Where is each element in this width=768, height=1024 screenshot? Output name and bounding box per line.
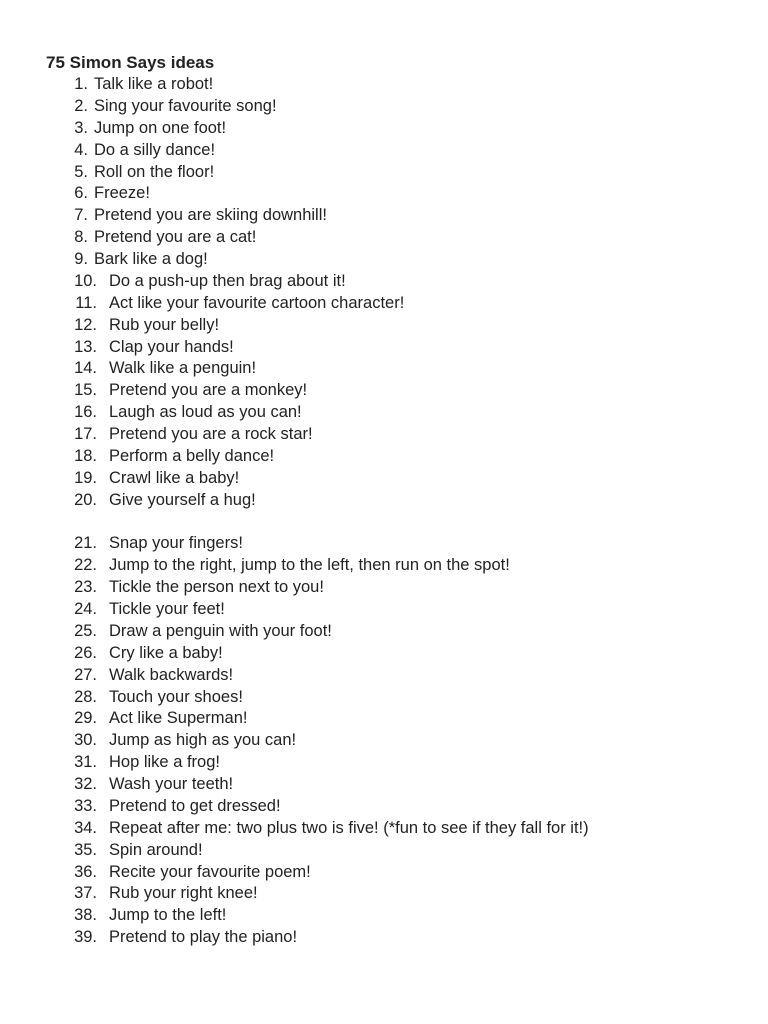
item-text: Repeat after me: two plus two is five! (*fun to see if they fall for it!) <box>109 818 589 837</box>
item-text: Pretend you are a rock star! <box>109 425 313 443</box>
item-text: Freeze! <box>94 184 150 203</box>
item-number: 33. <box>74 796 97 815</box>
item-text: Cry like a baby! <box>109 643 223 662</box>
item-text: Jump on one foot! <box>94 118 227 137</box>
item-number: 34. <box>74 818 97 837</box>
item-number: 28. <box>74 687 97 706</box>
item-number: 3. <box>74 118 88 137</box>
item-text: Act like your favourite cartoon character! <box>109 293 405 312</box>
item-text: Do a silly dance! <box>94 140 216 159</box>
item-text: Pretend you are skiing downhill! <box>94 206 327 225</box>
item-text: Give yourself a hug! <box>109 490 256 509</box>
item-number: 25. <box>74 621 97 640</box>
item-text: Walk like a penguin! <box>109 359 257 378</box>
item-number: 21. <box>74 534 97 553</box>
item-text: Rub your belly! <box>109 315 220 334</box>
item-number: 20. <box>74 490 97 509</box>
item-text: Roll on the floor! <box>94 162 215 181</box>
item-number: 17. <box>74 425 97 443</box>
item-text: Tickle your feet! <box>109 600 225 618</box>
item-number: 37. <box>74 884 97 903</box>
item-text: Pretend you are a cat! <box>94 228 257 247</box>
page-title: 75 Simon Says ideas <box>46 53 215 72</box>
item-number: 36. <box>74 862 97 881</box>
item-text: Sing your favourite song! <box>94 96 277 115</box>
item-number: 2. <box>74 96 88 115</box>
item-text: Hop like a frog! <box>109 753 220 772</box>
item-number: 11. <box>75 293 97 312</box>
item-number: 22. <box>74 556 97 575</box>
item-text: Do a push-up then brag about it! <box>109 271 346 290</box>
item-number: 6. <box>74 184 88 203</box>
item-number: 13. <box>74 337 97 356</box>
item-text: Snap your fingers! <box>109 534 243 553</box>
item-number: 1. <box>74 75 88 93</box>
item-text: Draw a penguin with your foot! <box>109 621 332 640</box>
item-text: Pretend you are a monkey! <box>109 381 308 400</box>
item-number: 38. <box>74 906 97 925</box>
item-text: Walk backwards! <box>109 665 234 684</box>
item-number: 32. <box>74 775 97 793</box>
item-number: 35. <box>74 840 97 859</box>
item-number: 4. <box>74 140 88 159</box>
item-text: Pretend to get dressed! <box>109 796 281 815</box>
item-number: 24. <box>74 600 97 618</box>
item-text: Laugh as loud as you can! <box>109 403 302 422</box>
item-text: Jump as high as you can! <box>109 731 297 750</box>
item-text: Rub your right knee! <box>109 884 258 903</box>
item-number: 23. <box>74 578 97 597</box>
item-text: Recite your favourite poem! <box>109 862 311 881</box>
item-number: 39. <box>74 928 97 947</box>
item-text: Touch your shoes! <box>109 687 243 706</box>
item-text: Jump to the right, jump to the left, then run on the spot! <box>109 556 510 575</box>
item-number: 26. <box>74 643 97 662</box>
item-number: 9. <box>74 250 88 268</box>
item-text: Talk like a robot! <box>94 75 214 93</box>
item-number: 18. <box>74 446 97 465</box>
item-number: 31. <box>74 753 97 772</box>
item-text: Wash your teeth! <box>109 775 234 793</box>
item-number: 7. <box>74 206 88 225</box>
item-text: Clap your hands! <box>109 337 234 356</box>
item-text: Act like Superman! <box>109 709 248 728</box>
item-number: 30. <box>74 731 97 750</box>
item-number: 14. <box>74 359 97 378</box>
item-text: Perform a belly dance! <box>109 446 275 465</box>
item-number: 5. <box>74 162 88 181</box>
item-number: 16. <box>74 403 97 422</box>
item-text: Tickle the person next to you! <box>109 578 324 597</box>
item-number: 19. <box>74 468 97 487</box>
item-number: 27. <box>74 665 97 684</box>
item-number: 29. <box>74 709 97 728</box>
item-text: Jump to the left! <box>109 906 227 925</box>
item-text: Crawl like a baby! <box>109 468 240 487</box>
item-number: 10. <box>74 271 97 290</box>
item-number: 12. <box>74 315 97 334</box>
item-text: Bark like a dog! <box>94 250 208 268</box>
item-number: 15. <box>74 381 97 400</box>
item-text: Spin around! <box>109 840 203 859</box>
item-number: 8. <box>74 228 88 247</box>
item-text: Pretend to play the piano! <box>109 928 298 947</box>
